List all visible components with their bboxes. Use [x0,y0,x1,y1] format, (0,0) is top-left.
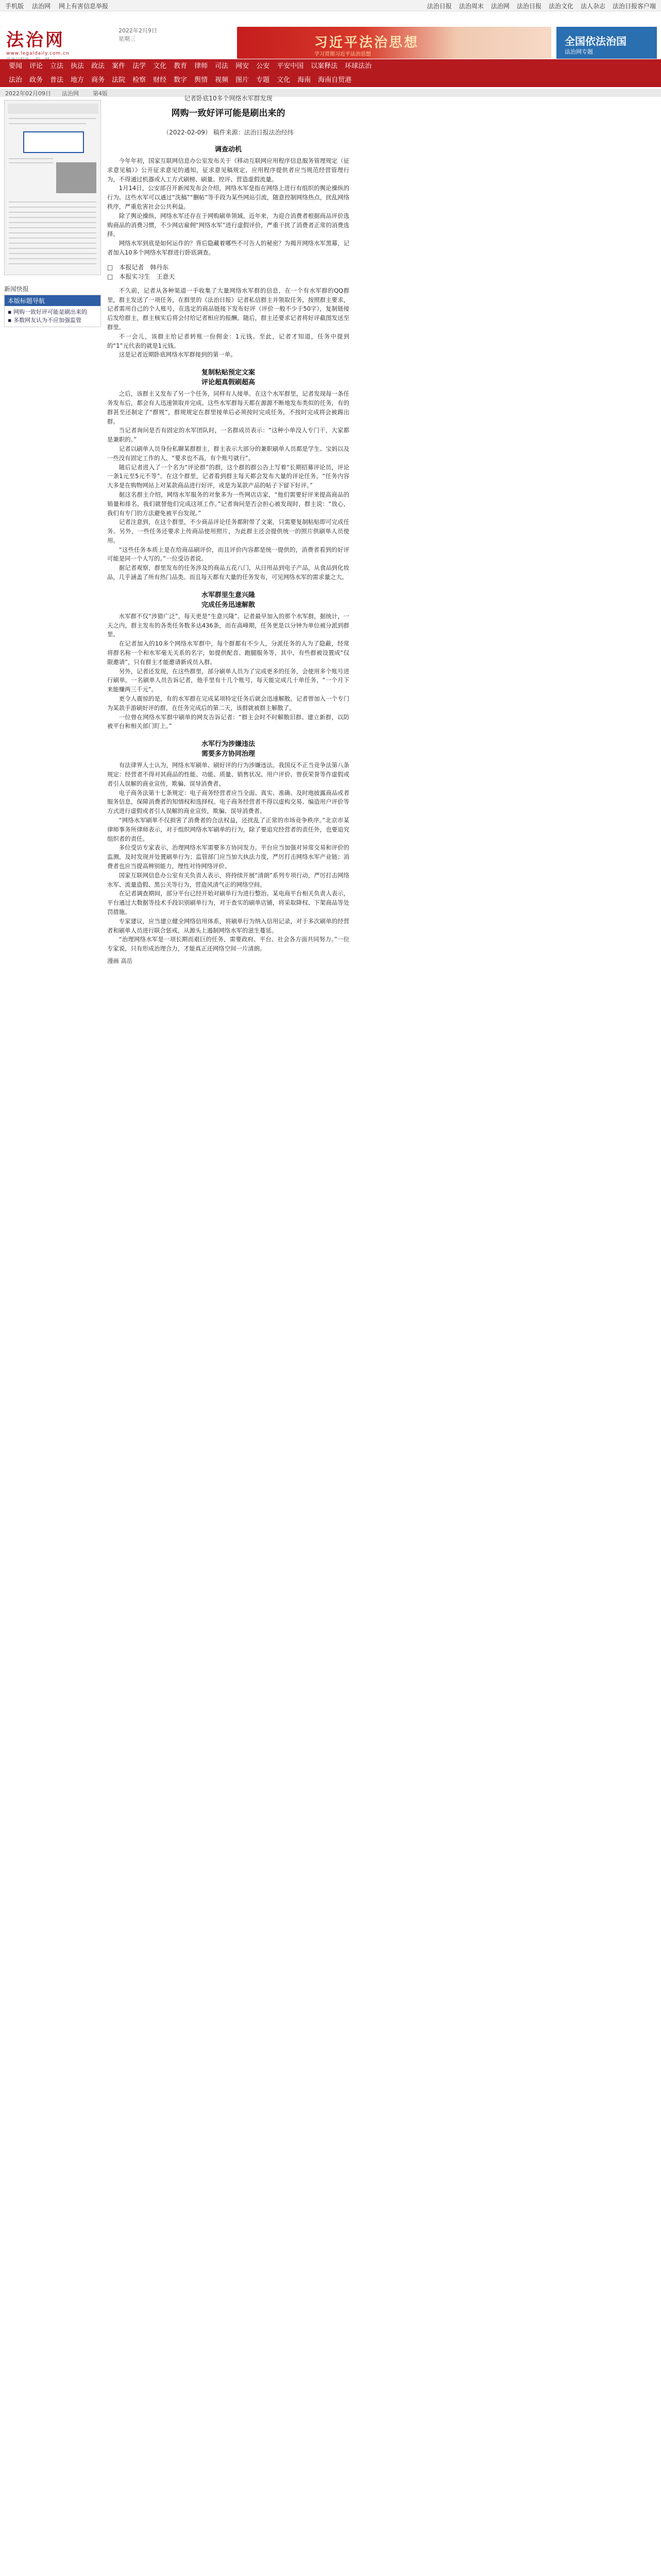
section-heading-line: 评论超真假刷超高 [201,379,255,387]
section-heading-line: 完成任务迅速解散 [201,601,255,609]
article-title: 网购一致好评可能是刷出来的 [171,108,285,118]
side-banner-subtitle: 法治网专题 [565,48,593,55]
nav-item[interactable]: 法院 [112,76,126,84]
article-body [107,144,349,258]
article-meta [107,128,349,137]
topbar-link[interactable]: 手机版 [5,3,24,10]
nav-item[interactable]: 平安中国 [277,62,304,70]
article-paragraph: 专家建议，应当建立健全网络信用体系，将刷单行为纳入信用记录，对于多次刷单的经营者和刷单人员进行联合惩戒，从源头上遏制网络水军的滋生蔓延。 [107,917,349,934]
nav-item[interactable]: 评论 [29,62,43,70]
header-banner[interactable] [237,27,551,59]
topbar-link[interactable]: 法治日报客户端 [612,3,656,10]
nav-item[interactable]: 公安 [256,62,270,70]
article-paragraph: 多位受访专家表示，治理网络水军需要多方协同发力。平台应当加强对异常交易和评价的监测，及时发现并处置刷单行为；监管部门应当加大执法力度，严厉打击网络水军产业链；消费者也应当提高辨别能力，理性对待网络评价。 [107,844,349,870]
article-source: 稿件来源：法治日报法治经纬 [213,129,294,136]
article-paragraph: 据记者观察，群里发布的任务涉及的商品五花八门，从日用品到电子产品，从食品到化妆品，几乎涵盖了所有热门品类。而且每天都有大量的任务发布，可见网络水军的需求量之大。 [107,564,349,581]
article-paragraph: 一位曾在网络水军群中刷单的网友告诉记者：“群主会时不时解散旧群、建立新群，以防被平台和相关部门盯上。” [107,713,349,730]
paper-edition[interactable]: 法治网 [62,90,79,97]
nav-item[interactable]: 财经 [153,76,167,84]
thumbnail-line [9,217,96,218]
title-nav-list [5,306,100,327]
article-paragraph: “治理网络水军是一项长期而艰巨的任务，需要政府、平台、社会各方面共同努力。”一位专家说，只有形成治理合力，才能真正还网络空间一片清朗。 [107,936,349,953]
nav-item[interactable]: 政法 [91,62,105,70]
article-paragraph: 网络水军到底是如何运作的？背后隐藏着哪些不可告人的秘密？为揭开网络水军黑幕，记者加入10多个网络水军群进行卧底调查。 [107,240,349,256]
thumbnail-line [9,238,96,239]
nav-item[interactable]: 海南 [297,76,311,84]
article-paragraph: 电子商务法第十七条规定：电子商务经营者应当全面、真实、准确、及时地披露商品或者服务信息，保障消费者的知情权和选择权。电子商务经营者不得以虚构交易、编造用户评价等方式进行虚假或者引人误解的商业宣传，欺骗、误导消费者。 [107,789,349,815]
nav-item[interactable]: 舆情 [194,76,208,84]
reporter-credits [107,263,349,281]
thumbnail-line [9,248,96,249]
nav-item[interactable]: 文化 [277,76,291,84]
banner-title: 习近平法治思想 [314,35,419,50]
side-banner-title: 全国依法治国 [565,35,626,47]
article-paragraph: 这是记者近期卧底网络水军群接到的第一单。 [118,351,236,359]
thumbnail-line [9,212,96,213]
topbar-link[interactable]: 网上有害信息举报 [59,3,109,10]
section-heading [107,738,349,758]
topbar-link[interactable]: 法治周末 [459,3,484,10]
nav-item[interactable]: 普法 [50,76,64,84]
nav-item[interactable]: 政务 [29,76,43,84]
thumbnail-line [9,258,96,259]
thumbnail-highlight[interactable] [23,131,84,153]
topbar-link[interactable]: 法治网 [490,3,510,10]
nav-item[interactable]: 司法 [215,62,229,70]
section-heading-line: 调查动机 [214,146,242,154]
side-label: 新闻快报 [4,285,29,293]
nav-item[interactable]: 检察 [132,76,146,84]
article-paragraph: “这些任务本质上是在给商品刷评价，而且评价内容都是统一提供的，消费者看到的好评可能是同一个人写的。”一位受访者说。 [107,546,349,563]
article [107,89,349,966]
banner-subtitle: 学习贯彻习近平法治思想 [314,52,371,57]
nav-item[interactable]: 网安 [235,62,249,70]
title-nav-box [4,295,101,327]
thumbnail-image [56,162,96,193]
article-paragraph: 今年年初，国家互联网信息办公室发布关于《移动互联网应用程序信息服务管理规定（征求意见稿）》公开征求意见的通知，征求意见稿规定，应用程序提供者应当规范经营管理行为，不得通过机器或人工方式刷榜、刷量、控评、营造虚假流量。 [107,157,349,183]
nav-item[interactable]: 专题 [256,76,270,84]
topbar-link[interactable]: 法人杂志 [580,3,605,10]
thumbnail-line [9,232,96,233]
article-paragraph: 在记者调查期间，部分平台已经开始对刷单行为进行整治。某电商平台相关负责人表示，平台通过大数据等技术手段识别刷单行为，对于查实的刷单店铺，将采取降权、下架商品等处罚措施。 [107,890,349,916]
nav-item[interactable]: 环球法治 [345,62,372,70]
article-paragraph: 有法律界人士认为，网络水军刷单、刷好评的行为涉嫌违法。我国反不正当竞争法第八条规定：经营者不得对其商品的性能、功能、质量、销售状况、用户评价、曾获荣誉等作虚假或者引人误解的商业宣传，欺骗、误导消费者。 [107,761,349,787]
article-date: （2022-02-09） [163,129,211,136]
article-paragraph: 水军群不仅“涉猎广泛”，每天更是“生意兴隆”。记者最早加入的那个水军群，据统计，一天之内，群主发布的各类任务数多达436条，而在高峰期，任务更是以分钟为单位被分派到群里。 [107,612,349,638]
article-paragraph: 据这名群主介绍，网络水军服务的对象多为一些网店店家，“他们需要好评来提高商品的销量和排名，我们就替他们完成这项工作。”记者询问是否会担心被发现时，群主说：“放心，我们有专门的方法避免被平台发现。” [107,490,349,517]
section-heading [107,367,349,386]
nav-item[interactable]: 案件 [112,62,126,70]
article-kicker: 记者卧底10多个网络水军群发现 [184,95,273,102]
article-paragraph: 记者注意到，在这个群里，不少商品评论任务都附带了文案，只需要复制粘贴即可完成任务。另外，一些任务还要求上传商品使用照片，为此群主还会提供统一的照片供刷单人员使用。 [107,518,349,544]
thumbnail-header [8,104,98,114]
section-heading-line: 水军行为涉嫌违法 [201,740,255,749]
thumbnail-line [9,158,53,159]
logo-url: www.legaldaily.com.cn [6,51,70,56]
thumbnail-line [9,243,96,244]
nav-row-1 [0,59,661,73]
nav-item[interactable]: 海南自贸港 [318,76,352,84]
reporter-line: □ 本报实习生 王意天 [107,273,175,280]
current-weekday: 星期三 [118,36,135,42]
main-nav [0,59,661,87]
article-paragraph: 不一会儿，该群主给记者转账一份佣金：1元钱。至此，记者才知道，任务中提到的“1”元代表的就是1元钱。 [107,332,349,349]
section-heading-line: 需要多方协同治理 [201,750,255,758]
topbar-link[interactable]: 法治文化 [548,3,573,10]
nav-item[interactable]: 教育 [174,62,188,70]
date-block [118,27,157,43]
article-paragraph: 当记者询问是否有固定的水军团队时，一名群成员表示：“这种小单没人专门干，大家都是兼职的。” [107,427,349,444]
thumbnail-line [9,123,86,124]
logo-name: 法治网 [6,30,65,50]
article-paragraph: 另外，记者还发现，在这些群里，部分刷单人员为了完成更多的任务，会使用多个账号进行刷单。一名刷单人员告诉记者，他手里有十几个账号，每天能完成几十单任务，“一个月下来能赚两三千元”。 [107,667,349,693]
title-nav-header: 本版标题导航 [5,295,100,306]
nav-item[interactable]: 数字 [174,76,188,84]
article-paragraph: 国家互联网信息办公室有关负责人表示，将持续开展“清朗”系列专项行动，严厉打击网络水军、流量造假、黑公关等行为，营造风清气正的网络空间。 [107,871,349,888]
nav-item[interactable]: 文化 [153,62,167,70]
side-banner[interactable] [556,27,657,59]
article-paragraph: 1月14日，公安部召开新闻发布会介绍，网络水军是指在网络上进行有组织的舆论操纵的行为。这些水军可以通过“洗稿”“删帖”等手段为某些网站引流，随意控制网络热点，扰乱网络秩序，严重危害社会公共利益。 [107,184,349,210]
page-thumbnail[interactable] [4,100,101,275]
nav-item[interactable]: 法治 [9,76,23,84]
paper-page[interactable]: 第4版 [93,90,108,97]
illustration-credit: 漫画 高岳 [107,957,133,964]
nav-item[interactable]: 图片 [235,76,249,84]
nav-item[interactable]: 地方 [71,76,84,84]
section-heading [107,144,349,154]
title-nav-link[interactable]: ▪ 多数网友认为不应加强监管 [8,317,81,324]
thumbnail-line [9,207,96,208]
top-bar [0,0,661,11]
nav-item[interactable]: 以案释法 [311,62,338,70]
nav-item[interactable]: 视频 [215,76,229,84]
nav-item[interactable]: 执法 [71,62,84,70]
topbar-link[interactable]: 法治日报 [427,3,452,10]
site-logo[interactable] [6,26,114,56]
section-heading-line: 复制粘贴预定文案 [201,369,255,377]
article-paragraph: 随后记者进入了一个名为“评论群”的群，这个群的群公告上写着“长期招募评论员，评论一条1元至5元不等”。在这个群里，记者看到群主每天都会发布大量的评论任务，“任务内容大多是在购物网站上对某款商品进行好评，或是为某款产品的帖子下留下好评。” [107,463,349,489]
topbar-link[interactable]: 法治网 [32,3,51,10]
article-paragraph: 更令人震惊的是，有的水军群在完成某项特定任务后就会迅速解散。记者曾加入一个专门为某款手游刷好评的群，在任务完成后的第二天，该群就被群主解散了。 [107,695,349,711]
nav-item[interactable]: 商务 [91,76,105,84]
thumbnail-line [9,162,53,163]
reporter-line: □ 本报记者 韩丹东 [107,263,169,271]
section-heading [107,589,349,609]
nav-item[interactable]: 律师 [194,62,208,70]
thumbnail-line [9,118,96,119]
nav-item[interactable]: 要闻 [9,62,23,70]
article-paragraph: “网络水军刷单不仅损害了消费者的合法权益，还扰乱了正常的市场竞争秩序。”北京市某律师事务所律师表示，对于组织网络水军刷单的行为，除了要追究经营者的责任外，也要追究组织者的责任。 [107,817,349,842]
nav-item[interactable]: 法学 [132,62,146,70]
thumbnail-line [9,253,96,254]
nav-item[interactable]: 立法 [50,62,64,70]
thumbnail-line [9,201,96,202]
article-paragraph: 记者以刷单人员身份私聊某群群主，群主表示大部分的兼职刷单人员都是学生、宝妈以及一些没有固定工作的人，“要求也不高，有个账号就行”。 [107,445,349,462]
title-nav-link[interactable]: ▪ 网购一致好评可能是刷出来的 [8,309,87,315]
thumbnail-line [9,222,96,223]
topbar-link[interactable]: 法治日报 [516,3,541,10]
thumbnail-line [9,263,96,264]
article-body-continued [107,286,349,954]
article-paragraph: 之后，该群主又发布了另一个任务，同样有人接单。在这个水军群里，记者发现每一条任务发布后，都会有人迅速领取并完成。这些水军群每天都在源源不断地发布类似的任务，有的群甚至还制定了“群规”，群规规定在群里接单后必须按时完成任务，不按时完成将会被踢出群。 [107,390,349,425]
article-paragraph: 不久前，记者从各种渠道一手收集了大量网络水军群的信息，在一个有水军群的QQ群里，群主发送了一项任务，在群里的《法治日报》记者私信群主并领取任务，按照群主要求，记者需用自己的个人账号，在选定的商品链接下发布好评（评价一般不少于50字），复制链接后发给群主，群主核实后将会付给记者相应的报酬。随后，群主还要求记者将好评截图发送至群里。 [107,286,349,331]
section-heading-line: 水军群里生意兴隆 [201,591,255,599]
paper-date: 2022年02月09日 [5,90,51,97]
article-paragraph: 除了舆论操纵，网络水军还存在于网购刷单领域。近年来，为迎合消费者根据商品评价选购商品的消费习惯，不少网店雇佣“网络水军”进行虚假评价，严重干扰了消费者正常的消费选择。 [107,212,349,238]
nav-row-2 [0,73,661,87]
current-date: 2022年2月9日 [118,27,157,34]
thumbnail-line [9,227,96,228]
article-paragraph: 在记者加入的10多个网络水军群中，每个群都有不少人，分派任务的人为了隐蔽，经常将群名称一个和水军毫无关系的名字，如提供配音、跑腿服务等，其中，有些群被设置成“仅限邀请”，只有群主才能邀请新成员入群。 [107,640,349,666]
masthead [0,11,661,58]
